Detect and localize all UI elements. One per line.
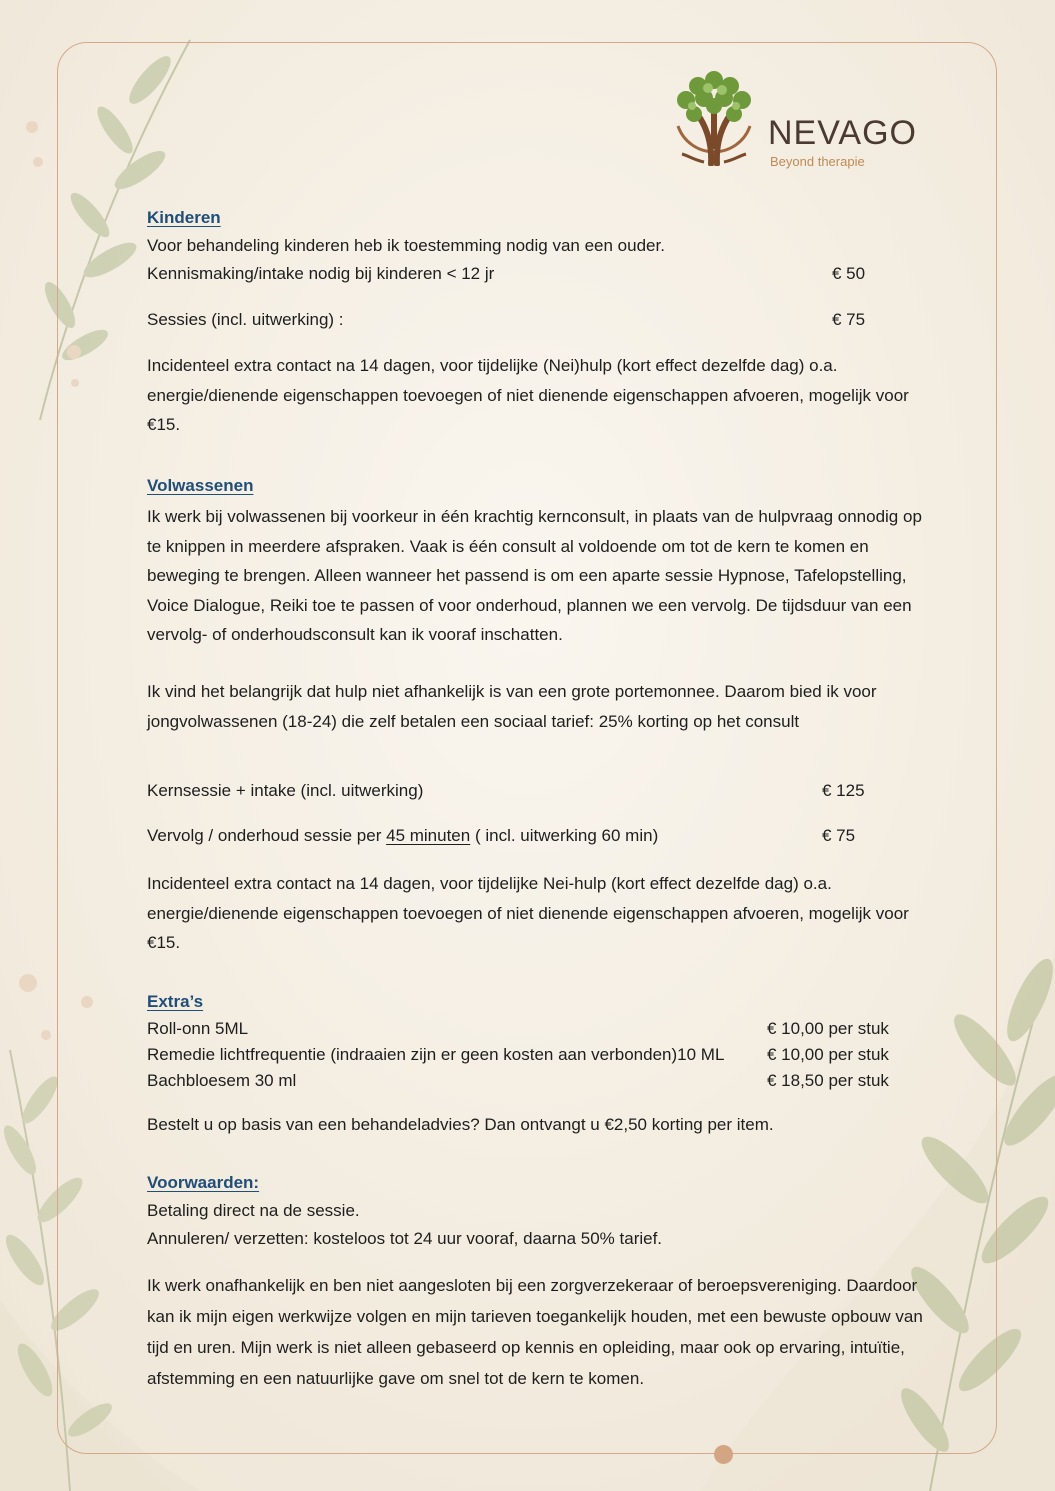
kinderen-sessies-price: € 75: [832, 310, 866, 329]
kinderen-sessies-label: Sessies (incl. uitwerking) :: [147, 310, 344, 329]
kinderen-consent: Voor behandeling kinderen heb ik toestemming nodig van een ouder.: [147, 236, 665, 255]
vervolg-duration: 45 minuten: [386, 826, 471, 845]
frame-ornament-dot: [714, 1445, 733, 1464]
section-heading-voorwaarden: Voorwaarden:: [147, 1173, 260, 1192]
extras-item-label: Bachbloesem 30 ml: [147, 1071, 297, 1090]
nevago-logo: [664, 66, 934, 171]
extras-item-label: Remedie lichtfrequentie (indraaien zijn er geen kosten aan verbonden)10 ML: [147, 1045, 725, 1064]
volwassenen-social-tariff: Ik vind het belangrijk dat hulp niet afhankelijk is van een grote portemonnee. Daarom bied ik voor jongvolwassenen (18-24) die zelf betalen een sociaal tarief: 25% korting op het consult: [147, 682, 877, 731]
extras-item-price: € 10,00 per stuk: [767, 1019, 889, 1038]
vervolg-label: [147, 826, 658, 846]
voorwaarden-payment: Betaling direct na de sessie.: [147, 1201, 360, 1220]
extras-item-price: € 18,50 per stuk: [767, 1071, 889, 1090]
volwassenen-extra-note: Incidenteel extra contact na 14 dagen, voor tijdelijke Nei-hulp (kort effect dezelfde dag) o.a. energie/dienende eigenschappen toevoegen of niet dienende eigenschappen afvoeren, mogelijk voor €15.: [147, 874, 909, 952]
kinderen-intake-label: Kennismaking/intake nodig bij kinderen < 12 jr: [147, 264, 495, 283]
kernsessie-label: Kernsessie + intake (incl. uitwerking): [147, 781, 424, 800]
brand-name: NEVAGO: [768, 114, 917, 152]
vervolg-label-pre: Vervolg / onderhoud sessie per: [147, 826, 387, 845]
vervolg-price: € 75: [822, 826, 856, 845]
section-heading-kinderen: Kinderen: [147, 208, 221, 227]
section-heading-volwassenen: Volwassenen: [147, 476, 254, 495]
vervolg-label-post: ( incl. uitwerking 60 min): [470, 826, 659, 845]
section-heading-extras: Extra’s: [147, 992, 204, 1011]
tree-icon: [664, 66, 764, 166]
extras-item-price: € 10,00 per stuk: [767, 1045, 889, 1064]
kinderen-extra-note: Incidenteel extra contact na 14 dagen, voor tijdelijke (Nei)hulp (kort effect dezelfde dag) o.a. energie/dienende eigenschappen toevoegen of niet dienende eigenschappen afvoeren, mogelijk voor €15.: [147, 356, 909, 434]
kernsessie-price: € 125: [822, 781, 865, 800]
kinderen-intake-price: € 50: [832, 264, 866, 283]
voorwaarden-cancel: Annuleren/ verzetten: kosteloos tot 24 uur vooraf, daarna 50% tarief.: [147, 1229, 663, 1248]
extras-item-label: Roll-onn 5ML: [147, 1019, 249, 1038]
brand-tagline: Beyond therapie: [770, 154, 865, 169]
volwassenen-intro: Ik werk bij volwassenen bij voorkeur in één krachtig kernconsult, in plaats van de hulpvraag onnodig op te knippen in meerdere afspraken. Vaak is één consult al voldoende om tot de kern te komen en beweging te brengen. Alleen wanneer het passend is om een aparte sessie Hypnose, Tafelopstelling, Voice Dialogue, Reiki toe te passen of voor onderhoud, plannen we een vervolg. De tijdsduur van een vervolg- of onderhoudsconsult kan ik vooraf inschatten.: [147, 507, 922, 644]
voorwaarden-closing: Ik werk onafhankelijk en ben niet aangesloten bij een zorgverzekeraar of beroepsvereniging. Daardoor kan ik mijn eigen werkwijze volgen en mijn tarieven toegankelijk houden, met een bewuste opbouw van tijd en uren. Mijn werk is niet alleen gebaseerd op kennis en opleiding, maar ook op ervaring, intuïtie, afstemming en een natuurlijke gave om snel tot de kern te komen.: [147, 1276, 923, 1388]
extras-discount-note: Bestelt u op basis van een behandeladvies? Dan ontvangt u €2,50 korting per item.: [147, 1115, 774, 1134]
